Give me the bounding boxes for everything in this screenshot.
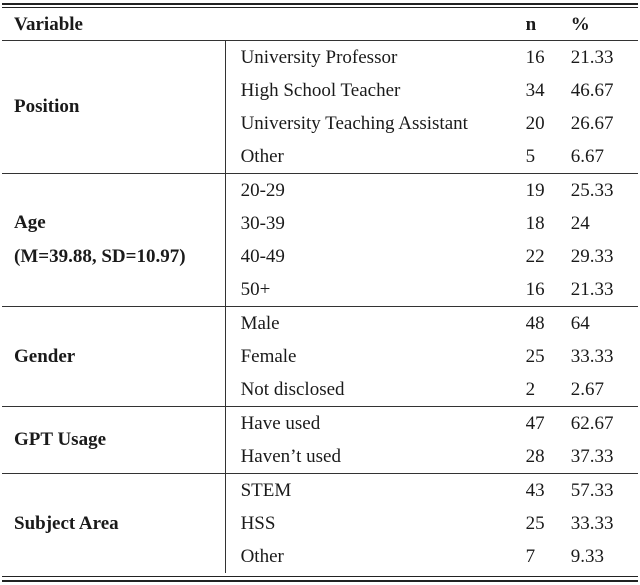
group-subject-area	[2, 474, 638, 574]
table-row	[2, 41, 638, 75]
count-cell: 48	[526, 307, 571, 341]
subcategory: STEM	[225, 474, 526, 508]
subcategory: University Teaching Assistant	[240, 112, 468, 134]
percent-cell: 25.33	[571, 174, 638, 208]
percent-cell: 33.33	[570, 512, 614, 534]
subcategory: HSS	[240, 512, 276, 534]
count-cell: 5	[525, 145, 536, 167]
count-cell: 16	[526, 41, 571, 75]
percent-cell: 24	[570, 212, 590, 234]
count-cell: 19	[526, 174, 571, 208]
subcategory: University Professor	[225, 41, 526, 75]
bottom-rule-2	[2, 580, 638, 582]
header-variable: Variable	[2, 10, 225, 41]
subcategory: Other	[240, 545, 284, 567]
count-cell: 34	[525, 79, 545, 101]
demographics-table	[2, 10, 638, 573]
count-cell: 18	[525, 212, 545, 234]
top-rule-1	[2, 3, 638, 5]
group-label-text: Subject Area	[14, 512, 119, 534]
group-label-text: Age	[14, 212, 46, 233]
group-label-text: Position	[14, 96, 80, 117]
count-cell: 2	[525, 378, 536, 400]
table-row	[2, 307, 638, 341]
count-cell: 16	[525, 278, 545, 300]
percent-cell: 29.33	[570, 245, 614, 267]
group-label	[2, 474, 225, 574]
subcategory: 20-29	[225, 174, 526, 208]
percent-cell: 2.67	[570, 378, 604, 400]
group-label-text: Gender	[14, 345, 76, 367]
percent-cell: 33.33	[570, 345, 614, 367]
header-n: n	[526, 10, 571, 41]
percent-cell: 26.67	[570, 112, 614, 134]
header-row	[2, 10, 638, 41]
group-age	[2, 174, 638, 307]
group-label	[2, 307, 225, 407]
count-cell: 20	[525, 112, 545, 134]
group-label-text: GPT Usage	[14, 429, 107, 450]
subcategory: Male	[225, 307, 526, 341]
group-label	[2, 41, 225, 174]
group-label	[2, 407, 225, 474]
percent-cell: 57.33	[571, 474, 638, 508]
top-rule-2	[2, 7, 638, 8]
subcategory: 30-39	[240, 212, 285, 234]
percent-cell: 6.67	[570, 145, 604, 167]
subcategory: Other	[240, 145, 284, 167]
table-row	[2, 174, 638, 208]
table-row	[2, 474, 638, 508]
percent-cell: 37.33	[570, 445, 614, 467]
percent-cell: 46.67	[570, 79, 614, 101]
subcategory: Female	[240, 345, 297, 367]
group-label	[2, 174, 225, 307]
percent-cell: 64	[571, 307, 638, 341]
group-gpt-usage	[2, 407, 638, 474]
percent-cell: 9.33	[570, 545, 604, 567]
subcategory: Have used	[225, 407, 526, 441]
percent-cell: 21.33	[570, 278, 614, 300]
subcategory: High School Teacher	[240, 79, 401, 101]
group-gender	[2, 307, 638, 407]
count-cell: 28	[525, 445, 545, 467]
count-cell: 43	[526, 474, 571, 508]
count-cell: 25	[525, 345, 545, 367]
subcategory: 50+	[240, 278, 271, 300]
subcategory: 40-49	[240, 245, 285, 267]
count-cell: 22	[525, 245, 545, 267]
header-pct: %	[571, 10, 638, 41]
group-position	[2, 41, 638, 174]
subcategory: Not disclosed	[240, 378, 345, 400]
percent-cell: 62.67	[571, 407, 638, 441]
percent-cell: 21.33	[571, 41, 638, 75]
bottom-rule-1	[2, 576, 638, 577]
count-cell: 47	[526, 407, 571, 441]
count-cell: 7	[525, 545, 536, 567]
subcategory: Haven’t used	[240, 445, 341, 467]
count-cell: 25	[525, 512, 545, 534]
group-label-stats: (M=39.88, SD=10.97)	[14, 246, 186, 267]
header-blank	[225, 10, 526, 41]
table-row	[2, 407, 638, 441]
